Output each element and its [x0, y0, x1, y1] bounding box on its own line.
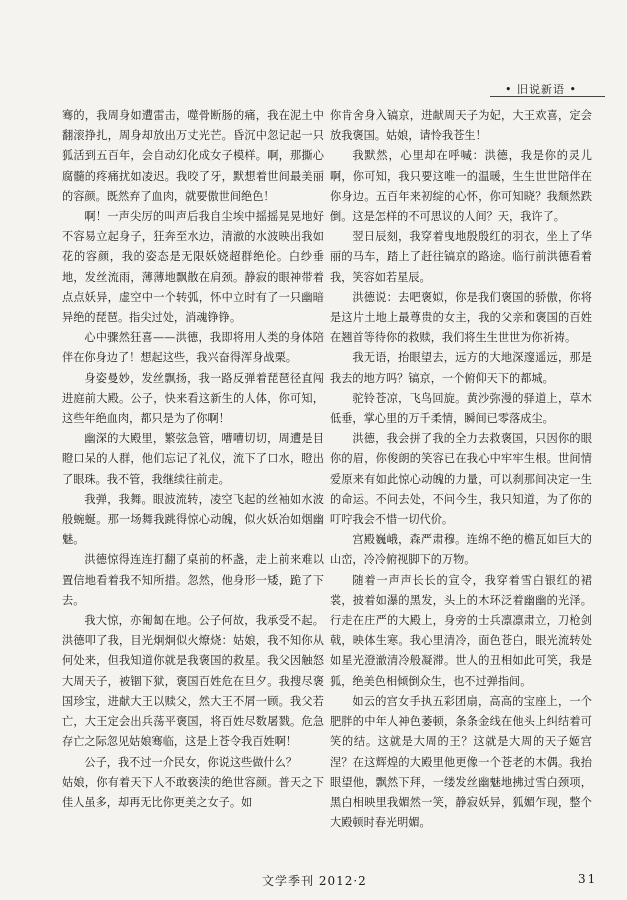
paragraph: 翌日辰刻，我穿着曳地殷殷红的羽衣，坐上了华丽的马车，踏上了赶往镐京的路途。临行前洪德看着我，笑容如若星辰。 [330, 230, 592, 284]
right-column [330, 106, 592, 876]
paragraph: 我弹，我舞。眼波流转，凌空飞起的丝袖如水波般蜿蜒。那一场舞我跳得惊心动魄，似火妖冶如烟幽魅。 [62, 492, 324, 547]
paragraph: 啊！一声尖厉的叫声后我自尘埃中摇摇晃晃地好不容易立起身子，狂奔至水边，清澈的水波映出我如花的容颜，我的姿态是无限妖娆超群绝伦。白纱垂地，发丝流雨，薄薄地飘散在肩颈。静寂的眼神带着点点妖异，虚空中一个转弧，怀中立时有了一只幽暗异绝的琵琶。指尖过处，消魂铮铮。 [62, 210, 324, 325]
paragraph: 宫殿巍峨，森严肃穆。连绵不绝的檐瓦如巨大的山峦，冷冷俯视脚下的万物。 [330, 533, 592, 567]
paragraph: 洪德惊得连连打翻了桌前的杯盏，走上前来难以置信地看着我不知所措。忽然，他身形一矮，跪了下去。 [62, 553, 324, 607]
header-rule [490, 96, 605, 97]
paragraph: 洪德说：去吧褒姒，你是我们褒国的骄傲，你将是这片土地上最尊贵的女主，我的父亲和褒国的百姓在翘首等待你的救赎，我们将生生世世为你祈祷。 [330, 290, 592, 345]
paragraph: 身姿曼妙，发丝飘扬，我一路反弹着琵琶径直闯进庭前大殿。公子，快来看这新生的人体，你可知，这些年绝血肉，都只是为了你啊！ [62, 371, 324, 426]
paragraph: 驼铃苍凉，飞鸟回旋。黄沙弥漫的驿道上，草木低垂，掌心里的万千柔情，瞬间已零落成尘。 [330, 391, 592, 426]
section-header: • 旧说新语 • [505, 83, 577, 96]
paragraph: 洪德，我会拼了我的全力去救褒国，只因你的眼你的眉，你俊朗的笑容已在我心中牢牢生根。世间情爱原来有如此惊心动魄的力量，可以刹那间决定一生的命运。不问去处，不问今生，我只知道，为了你的叮咛我会不惜一切代价。 [330, 432, 592, 527]
left-column [62, 106, 324, 876]
paragraph: 心中骤然狂喜——洪德，我即将用人类的身体陪伴在你身边了！想起这些，我兴奋得浑身战栗。 [62, 331, 324, 365]
page-footer [0, 872, 627, 890]
paragraph: 公子，我不过一介民女，你说这些做什么？ [84, 755, 297, 769]
paragraph: 我默然，心里却在呼喊：洪德，我是你的灵儿啊，你可知，我只要这唯一的温暖，生生世世陪伴在你身边。五百年来初绽的心怀，你可知晓？我颓然跌倒。这是怎样的不可思议的人间？天，我许了。 [330, 149, 592, 224]
paragraph: 如云的宫女手执五彩团扇，高高的宝座上，一个肥胖的中年人神色萎顿，条条金线在他头上纠结着可笑的结。这就是大周的王？这就是大周的天子姬宫涅？在这辉煌的大殿里他更像一个苍老的木偶。我抬眼望他，飘然下拜，一缕发丝幽魅地拂过雪白颈项，黑白相映里我媚然一笑，静寂妖异，狐媚乍现，整个大殿顿时春光明媚。 [330, 694, 592, 830]
paragraph: 随着一声声长长的宣令，我穿着雪白银红的裙裳，披着如瀑的黑发，头上的木环泛着幽幽的光泽。行走在庄严的大殿上，身旁的士兵凛凛肃立，刀枪剑戟，映体生寒。我心里清冷，面色苍白，眼光流转处如星光澄澈清冷般凝滞。世人的丑相如此可笑，我是狐，绝美色相倾倒众生，也不过弹指间。 [330, 573, 592, 688]
paragraph: 我大惊，亦匍匐在地。公子何故，我承受不起。洪德叩了我，目光炯炯似火燎烧：姑娘，我不知你从何处来，但我知道你就是我褒国的救星。我父因触怒大周天子，被锢下狱，褒国百姓危在旦夕。我搜尽褒国珍宝，进献大王以赎父，然大王不屑一顾。我父若亡，大王定会出兵荡平褒国，将百姓尽数屠戮。危急存亡之际忽见姑娘骞临，这是上苍令我百姓啊！ [62, 614, 324, 749]
page-number: 31 [578, 872, 598, 886]
paragraph: 你肯舍身入镐京，进献周天子为妃，大王欢喜，定会放我褒国。姑娘，请怜我苍生！ [330, 109, 592, 143]
paragraph: 幽深的大殿里，繁弦急管，嘈嘈切切，周遭是目瞪口呆的人群，他们忘记了礼仪，流下了口水，瞪出了眼珠。我不管，我继续往前走。 [62, 432, 324, 486]
paragraph: 骞的，我周身如遭雷击，噬骨断肠的痛，我在泥土中翻滚挣扎，周身却放出万丈光芒。昏沉中忽记起一只狐活到五百年，会自动幻化成女子模样。啊，那撕心腐髓的疼痛扰如凌迟。我咬了牙，默想着世间最美丽的容颜。既然弃了血肉，就要傲世间绝色！ [62, 109, 324, 203]
journal-name: 文学季刊 2012·2 [262, 874, 367, 888]
paragraph: 我无语，抬眼望去，远方的大地深邃遥远，那是我去的地方吗？镐京，一个俯仰天下的都城。 [330, 351, 592, 385]
paragraph: 姑娘，你有着天下人不敢亵渎的绝世容颜。普天之下佳人虽多，却再无比你更美之女子。如 [62, 775, 324, 809]
